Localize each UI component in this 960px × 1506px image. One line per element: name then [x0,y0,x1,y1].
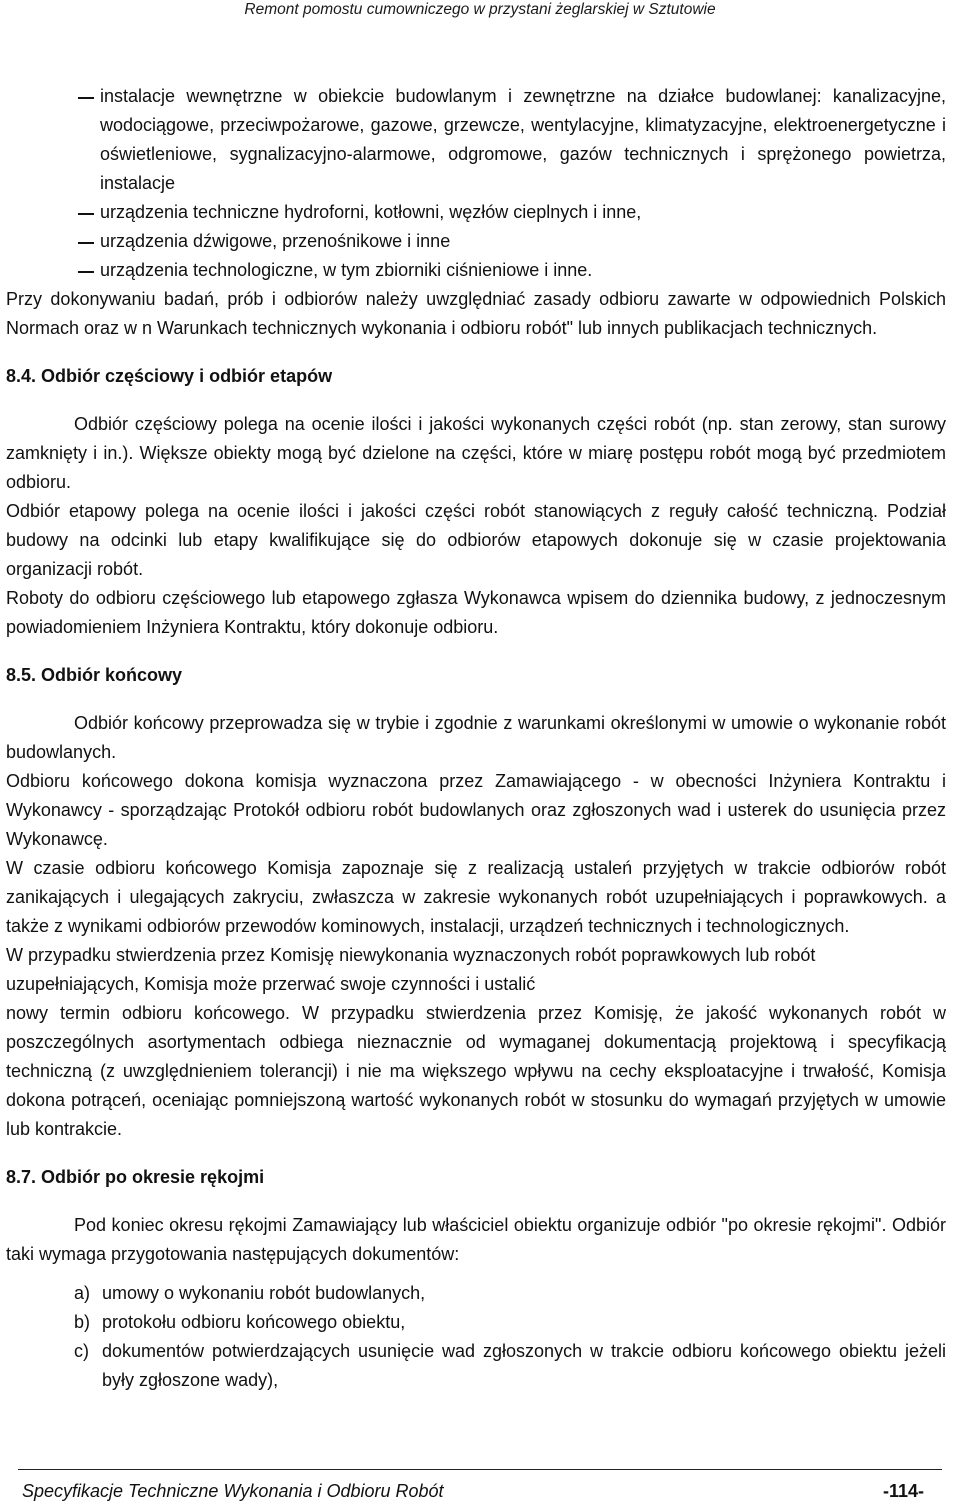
list-marker: a) [74,1283,91,1303]
dash-bullet [78,97,94,99]
dash-bullet [78,242,94,244]
dash-item-text: urządzenia technologiczne, w tym zbiorniki ciśnieniowe i inne. [100,260,593,280]
testing-paragraph: Przy dokonywaniu badań, prób i odbiorów należy uwzględniać zasady odbioru zawarte w odpowiednich Polskich Normach oraz w n Warunkach technicznych wykonania i odbioru robót" lub innych publikacjach technicznych. [6,289,946,338]
paragraph: Roboty do odbioru częściowego lub etapowego zgłasza Wykonawca wpisem do dziennika budowy, z jednoczesnym powiadomieniem Inżyniera Kontraktu, który dokonuje odbioru. [6,588,946,637]
page-header [0,0,960,20]
footer-title: Specyfikacje Techniczne Wykonania i Odbioru Robót [22,1481,444,1501]
dash-bullet [78,213,94,215]
footer-divider [18,1469,942,1470]
paragraph: Odbiór częściowy polega na ocenie ilości i jakości wykonanych części robót (np. stan zerowy, stan surowy zamknięty i in.). Większe obiekty mogą być dzielone na części, które w miarę postępu robót mogą być przedmiotem odbioru. [6,414,946,492]
list-marker: b) [74,1312,91,1332]
dash-list-item [6,256,946,285]
dash-bullet [78,271,94,273]
list-item-text: protokołu odbioru końcowego obiektu, [102,1312,406,1332]
dash-list-item [6,198,946,227]
paragraph: Pod koniec okresu rękojmi Zamawiający lub właściciel obiektu organizuje odbiór "po okresie rękojmi". Odbiór taki wymaga przygotowania następujących dokumentów: [6,1215,946,1264]
dash-list-item [6,82,946,198]
page-footer [22,1478,924,1504]
dash-item-text: urządzenia techniczne hydroforni, kotłowni, węzłów cieplnych i inne, [100,202,642,222]
list-item [6,1337,946,1395]
paragraph: Odbiór etapowy polega na ocenie ilości i jakości części robót stanowiących z reguły całość techniczną. Podział budowy na odcinki lub etapy kwalifikujące się do odbiorów etapowych dokonuje się w czasie projektowania organizacji robót. [6,501,946,579]
section-heading-8-5: 8.5. Odbiór końcowy [6,665,183,685]
paragraph: Odbiór końcowy przeprowadza się w trybie i zgodnie z warunkami określonymi w umowie o wykonanie robót budowlanych. [6,713,946,762]
document-running-title: Remont pomostu cumowniczego w przystani żeglarskiej w Sztutowie [244,1,716,18]
paragraph: W przypadku stwierdzenia przez Komisję niewykonania wyznaczonych robót poprawkowych lub robót uzupełniających, Komisja może przerwać swoje czynności i ustalić [6,945,816,994]
paragraph: W czasie odbioru końcowego Komisja zapoznaje się z realizacją ustaleń przyjętych w trakcie odbiorów robót zanikających i ulegających zakryciu, zwłaszcza w zakresie wykonanych robót uzupełniających i poprawkowych. a także z wynikami odbiorów przewodów kominowych, instalacji, urządzeń technicznych i technologicznych. [6,858,946,936]
page-number: -114- [882,1481,924,1501]
section-heading-8-7: 8.7. Odbiór po okresie rękojmi [6,1167,265,1187]
list-item-text: umowy o wykonaniu robót budowlanych, [102,1283,426,1303]
list-item [6,1308,946,1337]
list-marker: c) [74,1341,89,1361]
section-heading-8-4: 8.4. Odbiór częściowy i odbiór etapów [6,366,333,386]
list-item [6,1279,946,1308]
document-body [6,82,946,1395]
dash-list-item [6,227,946,256]
dash-item-text: instalacje wewnętrzne w obiekcie budowlanym i zewnętrzne na działce budowlanej: kanalizacyjne, wodociągowe, przeciwpożarowe, gazowe, grzewcze, wentylacyjne, klimatyzacyjne, elektroenergetyczne i oświetleniowe, sygnalizacyjno-alarmowe, odgromowe, gazów technicznych i sprężonego powietrza, instalacje [100,86,946,193]
paragraph: nowy termin odbioru końcowego. W przypadku stwierdzenia przez Komisję, że jakość wykonanych robót w poszczególnych asortymentach odbiega nieznacznie od wymaganej dokumentacją projektową i specyfikacją techniczną (z uwzględnieniem tolerancji) i nie ma większego wpływu na cechy eksploatacyjne i trwałość, Komisja dokona potrąceń, oceniając pomniejszoną wartość wykonanych robót w stosunku do wymagań przyjętych w umowie lub kontrakcie. [6,1003,946,1139]
paragraph: Odbioru końcowego dokona komisja wyznaczona przez Zamawiającego - w obecności Inżyniera Kontraktu i Wykonawcy - sporządzając Protokół odbioru robót budowlanych oraz zgłoszonych wad i usterek do usunięcia przez Wykonawcę. [6,771,946,849]
dash-item-text: urządzenia dźwigowe, przenośnikowe i inne [100,231,451,251]
list-item-text: dokumentów potwierdzających usunięcie wad zgłoszonych w trakcie odbioru końcowego obiektu jeżeli były zgłoszone wady), [102,1341,946,1390]
